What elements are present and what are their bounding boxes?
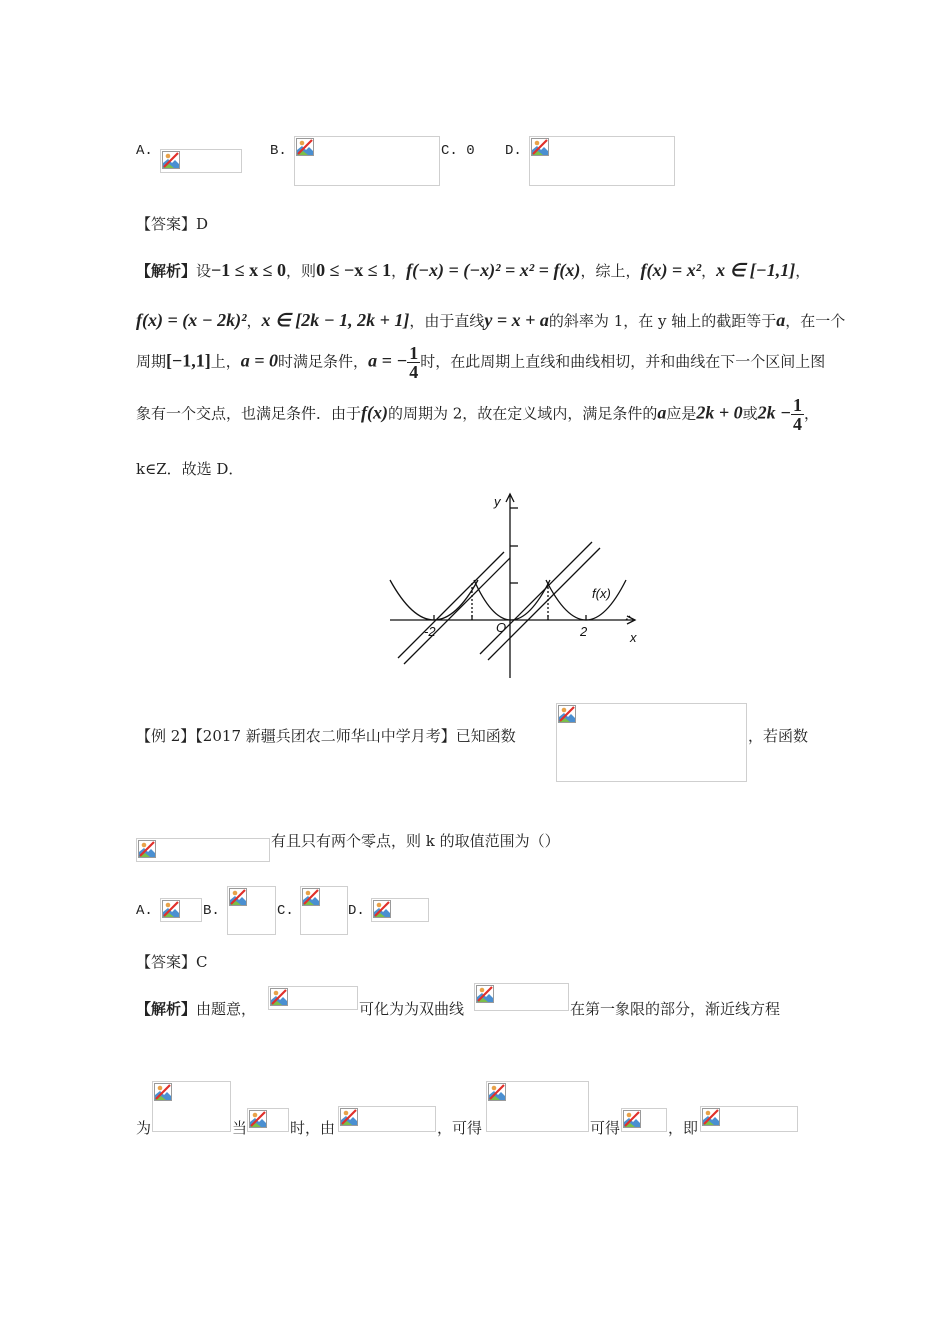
q2-analysis-image-2 bbox=[474, 983, 569, 1011]
fraction-one-quarter-2: $\frac{1}{4}$ bbox=[793, 395, 803, 434]
broken-image-icon bbox=[162, 151, 180, 169]
q2-function2-image bbox=[136, 838, 270, 862]
q2-analysis-line-1-a: 【解析】由题意， bbox=[136, 1000, 257, 1018]
y-axis-label: y bbox=[494, 494, 501, 509]
option-b-image bbox=[294, 136, 440, 186]
q2-after-fn: ，若函数 bbox=[748, 727, 809, 745]
tangent-line-2 bbox=[404, 558, 510, 664]
analysis-line-3: 周期[−1,1]上，a = 0时满足条件，a = − $\frac{1}{4}$ 时，在此周期上直线和曲线相切，并和曲线在下一个区间上图 bbox=[136, 343, 826, 382]
q2-function-image bbox=[556, 703, 747, 782]
broken-image-icon bbox=[488, 1083, 506, 1101]
q2-analysis-line-2-e: 可得 bbox=[590, 1119, 621, 1137]
broken-image-icon bbox=[623, 1110, 641, 1128]
q2-answer: 【答案】C bbox=[136, 953, 208, 971]
q2-option-b-image bbox=[227, 886, 276, 935]
broken-image-icon bbox=[558, 705, 576, 723]
q2-analysis-image-1 bbox=[268, 986, 358, 1010]
q2-title: 【例 2】【2017 新疆兵团农二师华山中学月考】已知函数 bbox=[136, 727, 516, 745]
q2-analysis-line-1-c: 在第一象限的部分，渐近线方程 bbox=[570, 1000, 781, 1018]
q2-analysis-line-2-b: 当 bbox=[232, 1119, 248, 1137]
x-axis-label: x bbox=[630, 630, 637, 645]
fraction-one-quarter: $\frac{1}{4}$ bbox=[409, 343, 419, 382]
broken-image-icon bbox=[296, 138, 314, 156]
q2-option-a-label: A. bbox=[136, 903, 153, 919]
q2-option-d-label: D. bbox=[348, 903, 365, 919]
option-c-label: C. 0 bbox=[441, 143, 475, 159]
q2-line2: 有且只有两个零点，则 k 的取值范围为（） bbox=[271, 832, 560, 850]
broken-image-icon bbox=[138, 840, 156, 858]
broken-image-icon bbox=[162, 900, 180, 918]
parabola-piece-1 bbox=[390, 580, 478, 620]
origin-label: O bbox=[496, 620, 507, 635]
q2-option-d-image bbox=[371, 898, 429, 922]
option-a-label: A. bbox=[136, 143, 153, 159]
broken-image-icon bbox=[476, 985, 494, 1003]
broken-image-icon bbox=[340, 1108, 358, 1126]
analysis-line-2: f(x) = (x − 2k)²，x ∈ [2k − 1, 2k + 1]，由于直线y = x + a的斜率为 1，在 y 轴上的截距等于a，在一个 bbox=[136, 310, 846, 330]
q2-option-c-label: C. bbox=[277, 903, 294, 919]
q2-analysis-line-2-d: ，可得 bbox=[437, 1119, 483, 1137]
q2-analysis-image-4 bbox=[247, 1108, 289, 1132]
analysis-line-5: k∈Z．故选 D． bbox=[136, 460, 244, 478]
tick-neg-two: -2 bbox=[424, 624, 436, 639]
q2-analysis-image-7 bbox=[621, 1108, 667, 1132]
parabola-piece-2 bbox=[474, 580, 550, 620]
q2-option-c-image bbox=[300, 886, 348, 935]
option-a-image bbox=[160, 149, 242, 173]
analysis-tag: 【解析】 bbox=[136, 262, 197, 280]
q2-analysis-line-2-f: ，即 bbox=[668, 1119, 699, 1137]
broken-image-icon bbox=[702, 1108, 720, 1126]
q2-analysis-image-3 bbox=[152, 1081, 231, 1132]
tangent-line-4 bbox=[488, 548, 600, 660]
q2-option-b-label: B. bbox=[203, 903, 220, 919]
analysis-line-1: 【解析】设−1 ≤ x ≤ 0，则0 ≤ −x ≤ 1，f(−x) = (−x)² = x² = f(x)，综上，f(x) = x²，x ∈ [−1,1]， bbox=[136, 260, 811, 280]
curve-label: f(x) bbox=[592, 586, 611, 601]
broken-image-icon bbox=[270, 988, 288, 1006]
broken-image-icon bbox=[302, 888, 320, 906]
broken-image-icon bbox=[373, 900, 391, 918]
tick-two: 2 bbox=[580, 624, 588, 639]
option-d-image bbox=[529, 136, 675, 186]
q2-analysis-line-2-a: 为 bbox=[136, 1119, 152, 1137]
option-d-label: D. bbox=[505, 143, 522, 159]
function-graph bbox=[380, 488, 650, 688]
parabola-piece-3 bbox=[546, 580, 626, 620]
q2-analysis-image-6 bbox=[486, 1081, 589, 1132]
broken-image-icon bbox=[531, 138, 549, 156]
q2-analysis-line-2-c: 时，由 bbox=[290, 1119, 336, 1137]
analysis-line-4: 象有一个交点，也满足条件．由于f(x)的周期为 2，故在定义域内，满足条件的a应是2k + 0或2k − $\frac{1}{4}$ ， bbox=[136, 395, 820, 434]
broken-image-icon bbox=[229, 888, 247, 906]
q2-analysis-image-8 bbox=[700, 1106, 798, 1132]
q1-answer: 【答案】D bbox=[136, 215, 209, 233]
q2-analysis-line-1-b: 可化为为双曲线 bbox=[359, 1000, 465, 1018]
broken-image-icon bbox=[154, 1083, 172, 1101]
q2-option-a-image bbox=[160, 898, 202, 922]
q2-analysis-image-5 bbox=[338, 1106, 436, 1132]
broken-image-icon bbox=[249, 1110, 267, 1128]
option-b-label: B. bbox=[270, 143, 287, 159]
